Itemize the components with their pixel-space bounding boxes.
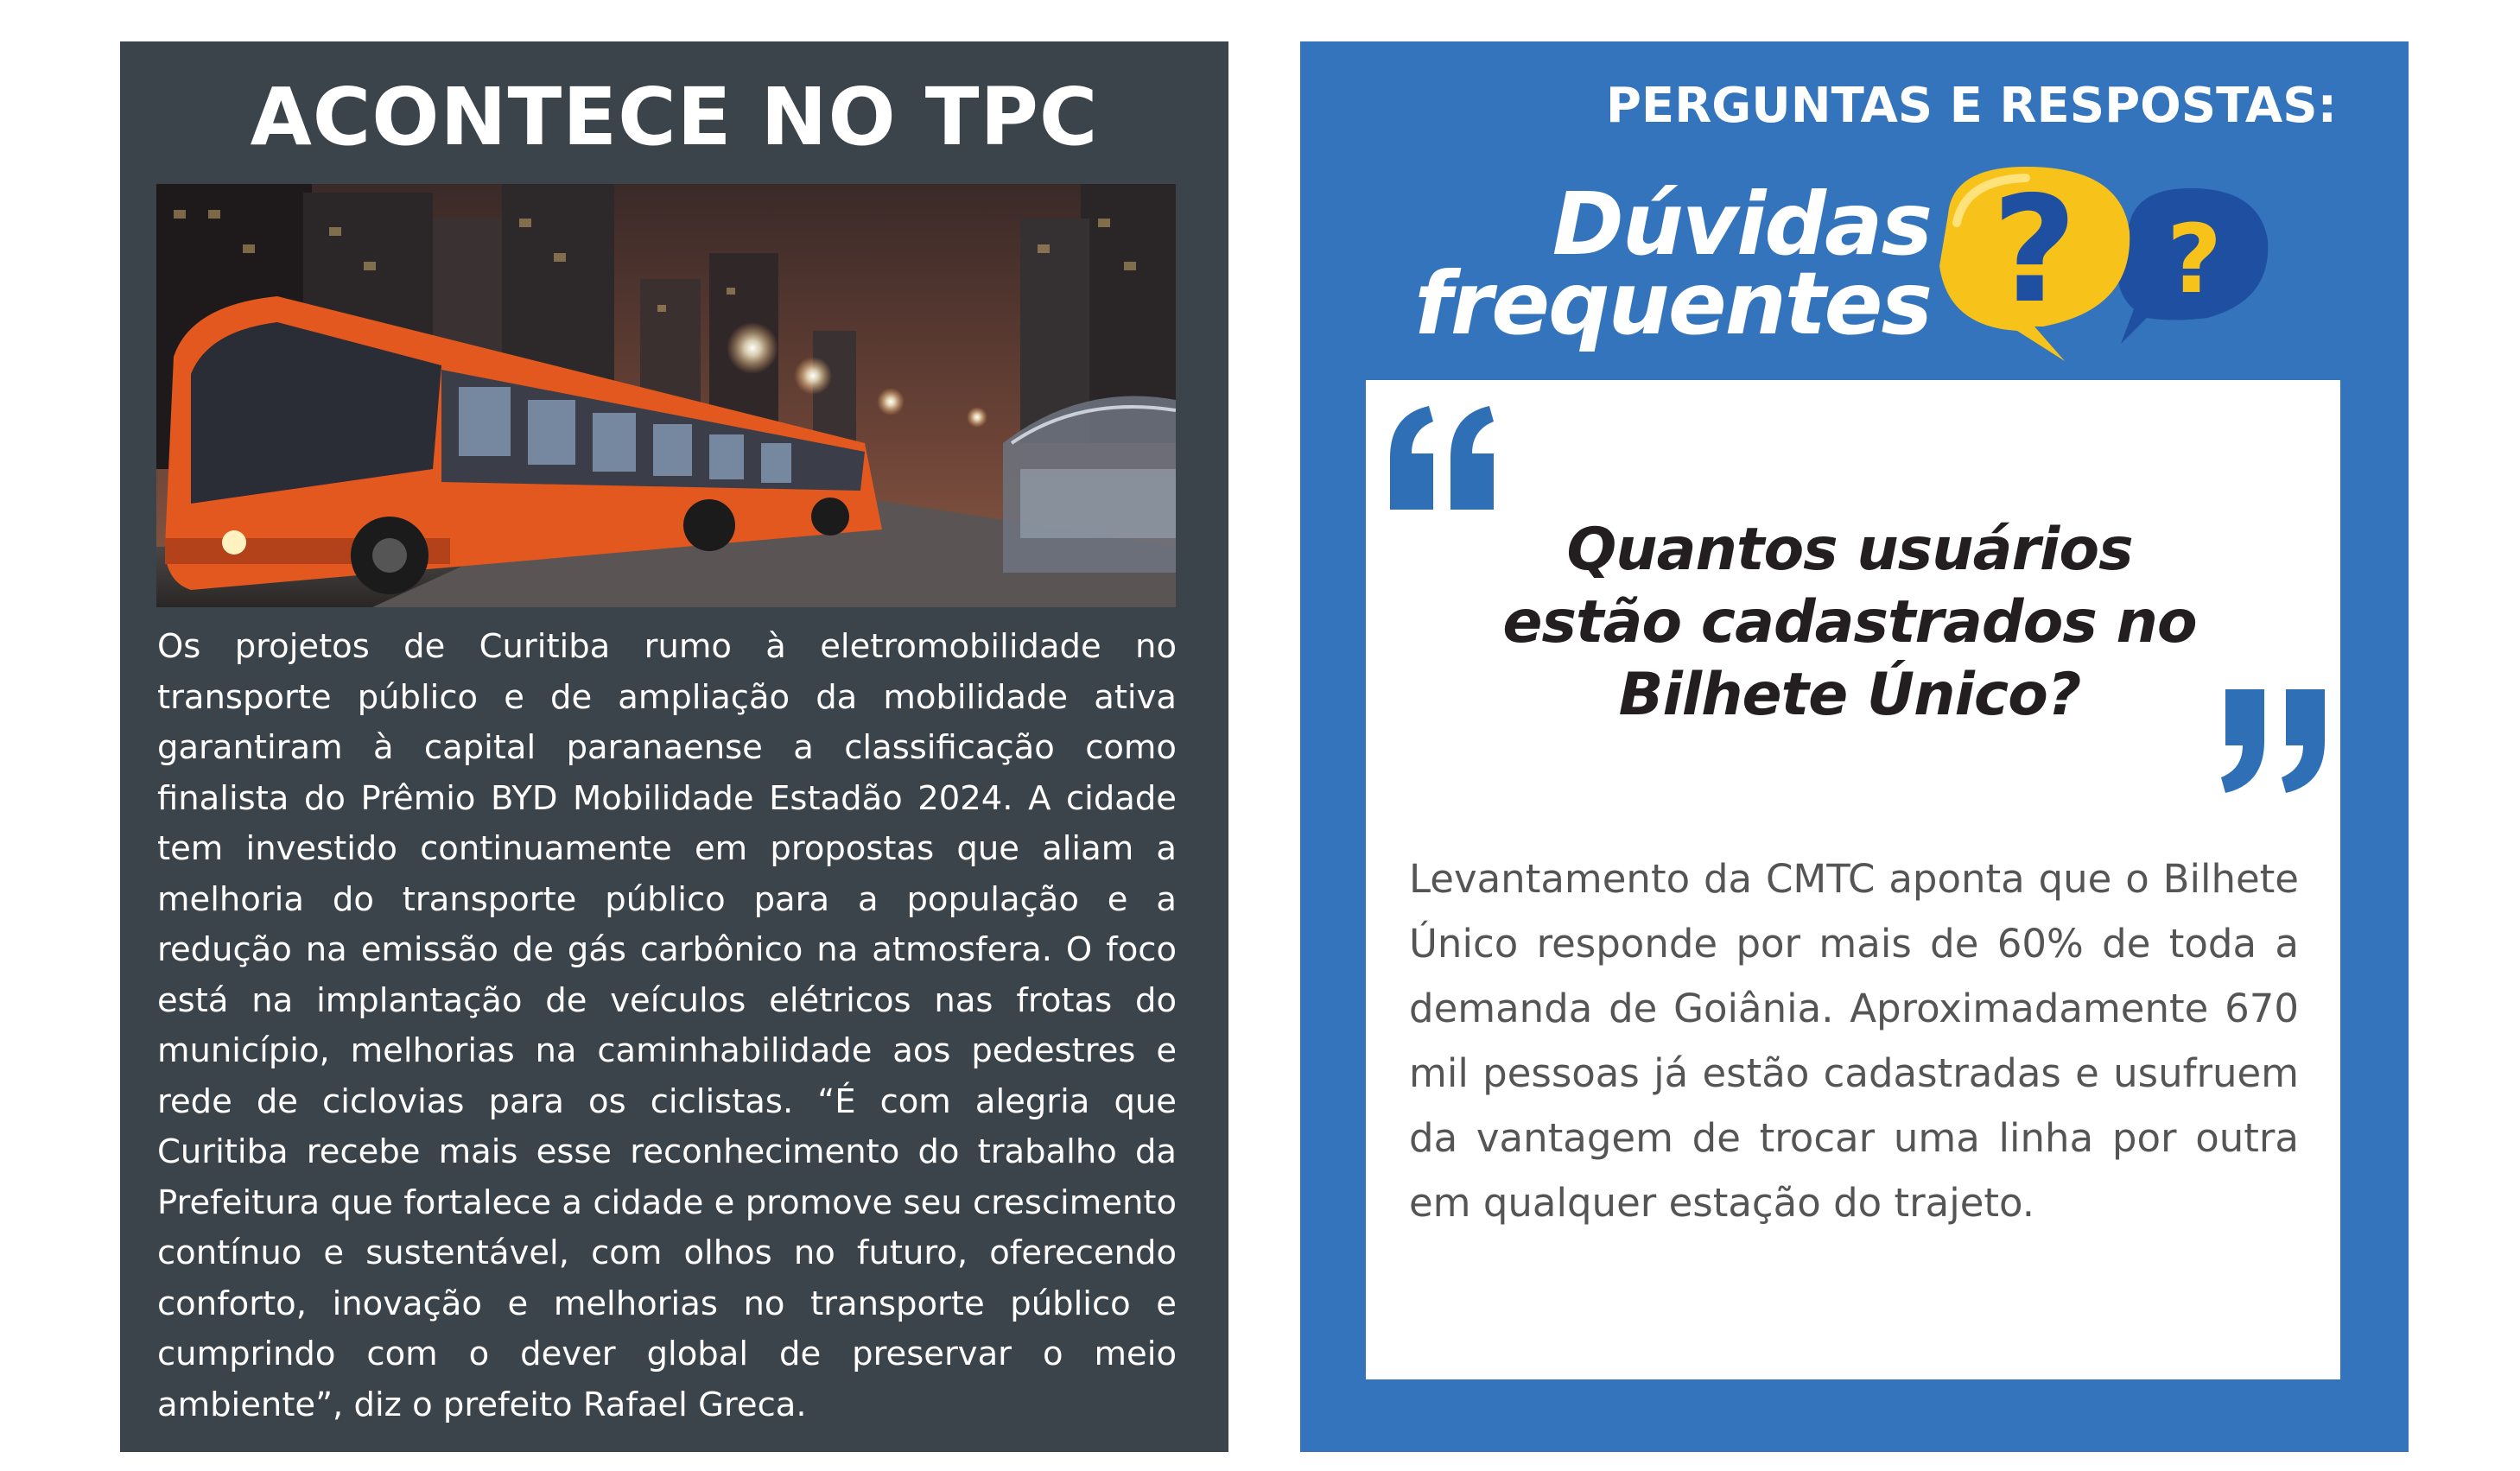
faq-title-line2: frequentes [1414, 253, 1931, 354]
faq-answer: Levantamento da CMTC aponta que o Bilhete Único responde por mais de 60% de toda a demanda de Goiânia. Aproximadamente 670 mil pessoas já estão cadastradas e usufruem da vantagem de trocar uma linha por outra em qualquer estação do trajeto. [1409, 856, 2299, 1226]
svg-text:?: ? [2167, 204, 2222, 314]
qa-card [1366, 380, 2340, 1379]
open-quote-icon [1390, 406, 1502, 510]
faq-title-line1: Dúvidas [1552, 174, 1931, 275]
panel-title: ACONTECE NO TPC [250, 71, 1099, 163]
acontece-panel [120, 41, 1228, 1452]
faq-title [1352, 174, 1931, 354]
faq-panel [1300, 41, 2409, 1452]
question-bubbles-icon [1914, 154, 2302, 378]
svg-text:?: ? [1991, 165, 2078, 336]
article-text: Os projetos de Curitiba rumo à eletromobilidade no transporte público e de ampliação da mobilidade ativa garantiram à capital paranaense a classificação como finalista do Prêmio BYD Mobilidade Estadão 2024. A cidade tem investido continuamente em propostas que aliam a melhoria do transporte público para a população e a redução na emissão de gás carbônico na atmosfera. O foco está na implantação de veículos elétricos nas frotas do município, melhorias na caminhabilidade aos pedestres e rede de ciclovias para os ciclistas. “É com alegria que Curitiba recebe mais esse reconhecimento do trabalho da Prefeitura que fortalece a cidade e promove seu crescimento contínuo e sustentável, com olhos no futuro, oferecendo conforto, inovação e melhorias no transporte público e cumprindo com o dever global de preservar o meio ambiente”, diz o prefeito Rafael Greca. [157, 627, 1177, 1424]
close-quote-icon [2217, 689, 2329, 793]
bus-photo [156, 184, 1176, 607]
faq-question: Quantos usuários estão cadastrados no Bilhete Único? [1502, 516, 2197, 729]
faq-kicker: PERGUNTAS E RESPOSTAS: [1605, 78, 2337, 134]
